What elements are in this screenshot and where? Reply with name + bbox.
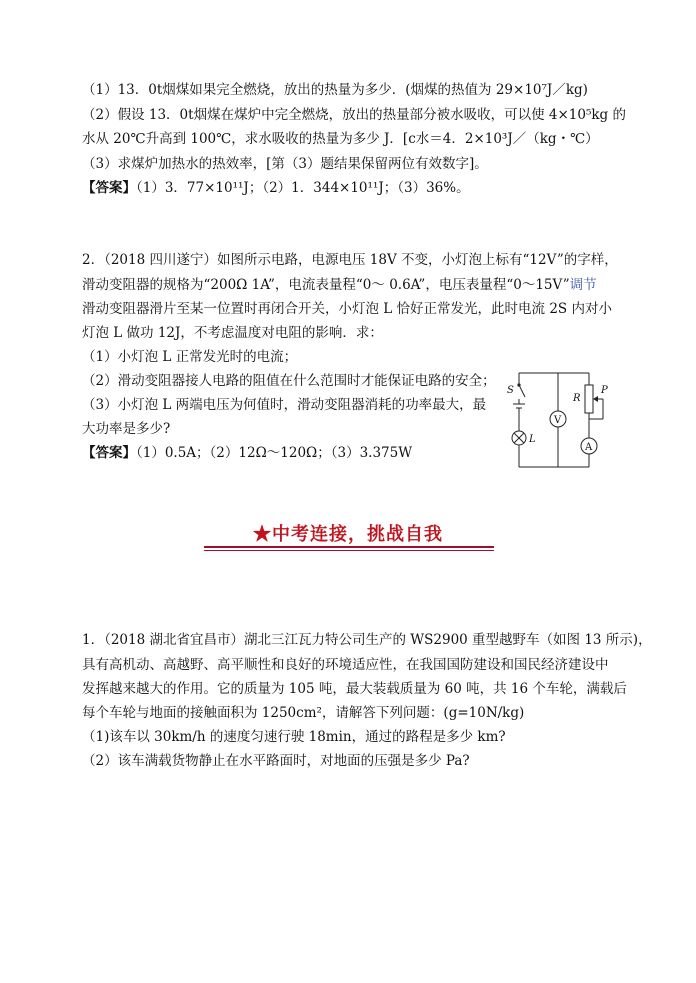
- p3-question-1: （1)该车以 30km/h 的速度匀速行驶 18min，通过的路程是多少 km?: [82, 729, 506, 745]
- p2-answer: [82, 443, 412, 463]
- p3-line-2: 具有高机动、高越野、高平顺性和良好的环境适应性，在我国国防建设和国民经济建设中: [82, 657, 609, 673]
- s1-answer-text: （1）3．77×10¹¹J；（2）1．344×10¹¹J；（3）36%。: [136, 180, 470, 196]
- s1-question-2-line-1: （2）假设 13．0t烟煤在煤炉中完全燃烧，放出的热量部分被水吸收，可以使 4×10⁵kg 的: [82, 107, 626, 123]
- label-s: S: [507, 385, 514, 396]
- s1-answer-label: 【答案】: [82, 180, 136, 196]
- s1-question-3: （3）求煤炉加热水的热效率，[第（3）题结果保留两位有效数字]。: [82, 156, 488, 172]
- s1-question-2-line-2: 水从 20℃升高到 100℃，求水吸收的热量为多少 J．[c水＝4．2×10³J／（kg・℃）: [82, 131, 599, 147]
- banner-rule-thick: [204, 546, 494, 548]
- s1-answer: [82, 178, 470, 198]
- p2-question-1: （1）小灯泡 L 正常发光时的电流；: [82, 349, 298, 365]
- label-r: R: [573, 393, 581, 404]
- p3-line-3: 发挥越来越大的作用。它的质量为 105 吨，最大装载质量为 60 吨，共 16 个车轮，满载后: [82, 681, 627, 697]
- label-v: V: [554, 415, 562, 426]
- switch-contact-icon: [517, 383, 520, 386]
- s1-question-1: （1）13．0t烟煤如果完全燃烧，放出的热量为多少．(烟煤的热值为 29×10⁷J／kg): [82, 82, 588, 98]
- p2-answer-label: 【答案】: [82, 445, 136, 461]
- p2-question-3-line-1: （3）小灯泡 L 两端电压为何值时，滑动变阻器消耗的功率最大，最: [82, 397, 487, 413]
- slider-arrow-icon: [593, 396, 598, 402]
- p3-line-4: 每个车轮与地面的接触面积为 1250cm²，请解答下列问题：(g=10N/kg): [82, 705, 525, 721]
- section-banner: [200, 518, 496, 552]
- p2-line-4: 灯泡 L 做功 12J，不考虑温度对电阻的影响．求：: [82, 325, 383, 341]
- banner-rule-thin: [204, 550, 494, 551]
- p3-question-2: （2）该车满载货物静止在水平路面时，对地面的压强是多少 Pa?: [82, 753, 470, 769]
- p2-answer-text: （1）0.5A；（2）12Ω～120Ω；（3）3.375W: [136, 445, 413, 461]
- circuit-diagram: [503, 363, 623, 471]
- p2-question-2: （2）滑动变阻器接人电路的阻值在什么范围时才能保证电路的安全；: [82, 373, 496, 389]
- p2-line-2: [82, 275, 597, 295]
- label-a: A: [585, 442, 593, 453]
- p2-line-2-main: 滑动变阻器的规格为“200Ω 1A”，电流表量程“0～ 0.6A”，电压表量程“0～15V”: [82, 277, 570, 293]
- banner-title: ★中考连接，挑战自我: [253, 524, 443, 545]
- p2-line-2-blue: 调节: [569, 277, 597, 293]
- p2-line-1: 2．（2018 四川遂宁）如图所示电路，电源电压 18V 不变，小灯泡上标有“12V”的字样，: [82, 252, 618, 268]
- p2-question-3-line-2: 大功率是多少?: [82, 421, 171, 437]
- label-p: P: [601, 385, 608, 396]
- p2-line-3: 滑动变阻器滑片至某一位置时再闭合开关，小灯泡 L 恰好正常发光，此时电流 2S 内对小: [82, 301, 612, 317]
- label-l: L: [529, 434, 536, 445]
- p3-line-1: 1．（2018 湖北省宜昌市）湖北三江瓦力特公司生产的 WS2900 重型越野车（如图 13 所示)，: [82, 632, 652, 648]
